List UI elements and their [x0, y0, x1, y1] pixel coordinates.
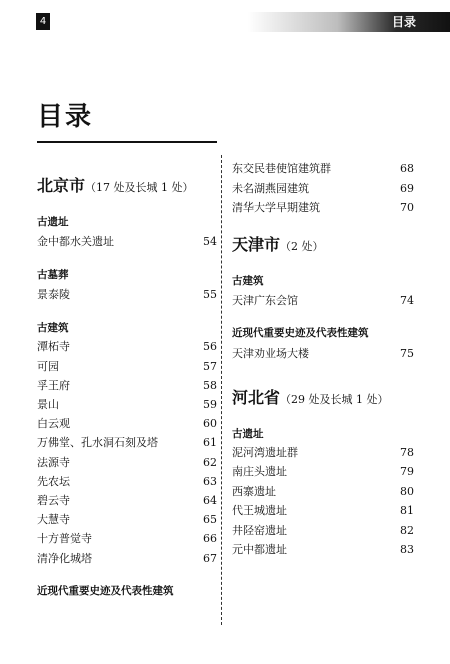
entry-page: 61: [203, 436, 217, 450]
running-header-title: 目录: [391, 15, 416, 29]
entry-page: 70: [400, 201, 414, 214]
entry-page: 55: [203, 288, 217, 302]
toc-entry[interactable]: [37, 232, 217, 251]
entry-name: 井陉窑遗址: [232, 523, 287, 537]
category-heading: 古遗址: [37, 216, 69, 228]
toc-entry[interactable]: [232, 501, 414, 521]
province-heading-beijing: [37, 175, 217, 199]
entry-page: 74: [400, 293, 414, 307]
province-name: 天津市: [232, 234, 281, 254]
entry-page: 69: [400, 181, 414, 195]
province-name: 北京市: [37, 176, 86, 195]
entry-name: 大慧寺: [37, 513, 70, 527]
entry-name: 潭柘寺: [37, 340, 70, 354]
entry-page: 68: [400, 162, 414, 175]
toc-entry[interactable]: [37, 472, 217, 491]
entry-name: 景山: [37, 398, 59, 412]
entry-name: 天津劝业场大楼: [232, 347, 309, 360]
province-heading-hebei: [232, 387, 414, 411]
entry-name: 南庄头遗址: [232, 465, 287, 478]
category-heading: 近现代重要史迹及代表性建筑: [37, 584, 174, 597]
toc-entry[interactable]: [232, 179, 414, 199]
entry-page: 81: [400, 504, 414, 517]
entry-name: 孚王府: [37, 378, 70, 392]
toc-entry[interactable]: [37, 376, 217, 395]
entry-page: 82: [400, 523, 414, 537]
entry-name: 代王城遗址: [232, 504, 287, 517]
province-note: （29 处及长城 1 处）: [280, 392, 389, 406]
entry-name: 景泰陵: [37, 288, 70, 302]
page-title: 目录: [37, 102, 94, 132]
category-heading: 古建筑: [232, 274, 264, 287]
entry-page: 63: [203, 474, 217, 488]
entry-name: 东交民巷使馆建筑群: [232, 162, 331, 175]
category-heading: 古建筑: [37, 322, 69, 335]
toc-entry[interactable]: [232, 443, 414, 463]
province-note: （17 处及长城 1 处）: [85, 181, 194, 194]
entry-page: 57: [203, 359, 217, 373]
toc-entry[interactable]: [232, 462, 414, 482]
toc-entry[interactable]: [232, 198, 414, 218]
entry-page: 54: [203, 235, 217, 248]
entry-page: 56: [203, 340, 217, 354]
toc-entry[interactable]: [232, 540, 414, 560]
entry-name: 未名湖燕园建筑: [232, 181, 309, 195]
page-number: 4: [36, 13, 50, 30]
entry-name: 西寨遗址: [232, 484, 276, 498]
entry-page: 67: [203, 551, 217, 565]
toc-entry[interactable]: [37, 491, 217, 510]
toc-entry[interactable]: [232, 482, 414, 502]
entry-page: 66: [203, 532, 217, 546]
entry-page: 83: [400, 543, 414, 556]
toc-entry[interactable]: [37, 453, 217, 472]
entry-name: 先农坛: [37, 474, 70, 488]
entry-name: 元中都遗址: [232, 543, 287, 556]
entry-page: 75: [400, 347, 414, 360]
province-name: 河北省: [232, 387, 281, 407]
toc-entry[interactable]: [232, 159, 414, 179]
entry-name: 法源寺: [37, 455, 70, 469]
entry-page: 80: [400, 484, 414, 498]
right-column: [232, 159, 414, 560]
left-column: [37, 175, 217, 599]
entry-page: 58: [203, 378, 217, 392]
entry-page: 64: [203, 494, 217, 508]
toc-entry[interactable]: [232, 291, 414, 311]
entry-page: 65: [203, 513, 217, 527]
entry-name: 白云观: [37, 417, 70, 431]
toc-entry[interactable]: [37, 433, 217, 452]
category-heading: 古遗址: [232, 427, 264, 440]
toc-entry[interactable]: [37, 510, 217, 529]
entry-page: 79: [400, 465, 414, 478]
entry-name: 清华大学早期建筑: [232, 201, 320, 214]
province-note: （2 处）: [280, 239, 324, 253]
toc-entry[interactable]: [37, 549, 217, 568]
category-heading: 近现代重要史迹及代表性建筑: [232, 327, 369, 339]
entry-name: 金中都水关遗址: [37, 235, 114, 248]
entry-name: 泥河湾遗址群: [232, 445, 298, 459]
entry-name: 碧云寺: [37, 494, 70, 508]
toc-entry[interactable]: [37, 395, 217, 414]
toc-entry[interactable]: [232, 521, 414, 541]
entry-page: 78: [400, 445, 414, 459]
entry-name: 天津广东会馆: [232, 293, 298, 307]
entry-name: 清净化城塔: [37, 551, 92, 565]
toc-entry[interactable]: [37, 357, 217, 376]
toc-entry[interactable]: [37, 285, 217, 304]
entry-name: 万佛堂、孔水洞石刻及塔: [37, 436, 158, 450]
entry-name: 十方普觉寺: [37, 532, 92, 546]
entry-name: 可园: [37, 359, 59, 373]
column-divider: [221, 155, 222, 625]
entry-page: 59: [203, 398, 217, 412]
title-rule: [37, 141, 217, 143]
toc-entry[interactable]: [37, 529, 217, 548]
category-heading: 古墓葬: [37, 269, 69, 282]
header-bar: [0, 12, 450, 32]
province-heading-tianjin: [232, 234, 414, 258]
toc-entry[interactable]: [37, 414, 217, 433]
entry-page: 60: [203, 417, 217, 431]
entry-page: 62: [203, 455, 217, 469]
toc-entry[interactable]: [37, 337, 217, 356]
toc-entry[interactable]: [232, 344, 414, 364]
